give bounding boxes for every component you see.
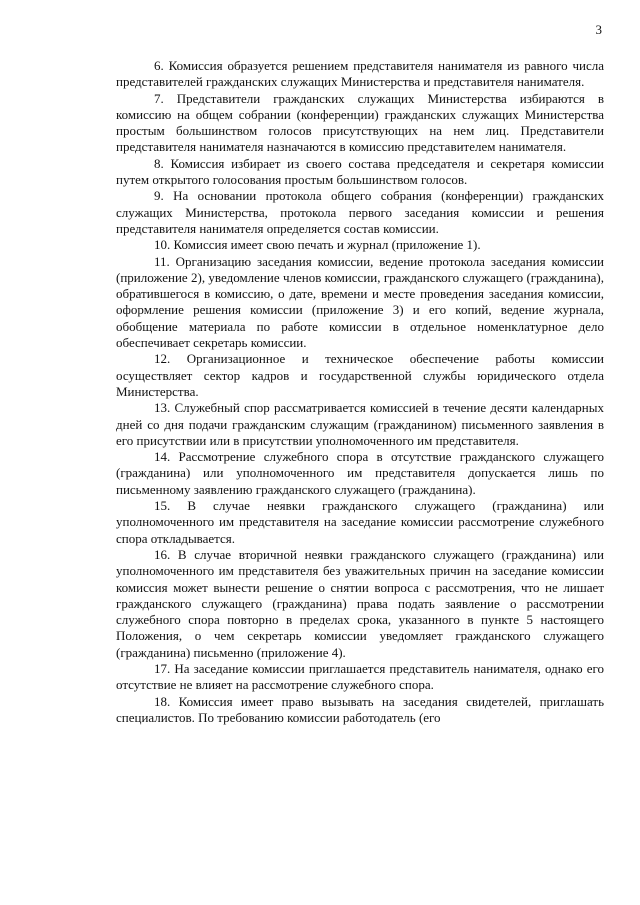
paragraph-16: 16. В случае вторичной неявки гражданского служащего (гражданина) или уполномоченного им представителя без уважительных причин на заседание комиссии комиссия может вынести решение о снятии вопроса с рассмотрения, что не лишает гражданского служащего (гражданина) права подать заявление о рассмотрении служебного спора повторно в пределах срока, указанного в пункте 5 настоящего Положения, о чем секретарь комиссии уведомляет гражданского служащего (гражданина) письменно (приложение 4).	[116, 546, 604, 660]
paragraph-9: 9. На основании протокола общего собрания (конференции) гражданских служащих Министерства, протокола первого заседания комиссии и решения представителя нанимателя определяется состав комиссии.	[116, 188, 604, 236]
paragraph-11: 11. Организацию заседания комиссии, ведение протокола заседания комиссии (приложение 2), уведомление членов комиссии, гражданского служащего (гражданина), обратившегося в комиссию, о дате, времени и месте проведения заседания комиссии, оформление решения комиссии (приложение 3) и его копий, ведение журнала, обобщение материала по работе комиссии в отдельное номенклатурное дело обеспечивает секретарь комиссии.	[116, 253, 604, 351]
paragraph-18: 18. Комиссия имеет право вызывать на заседания свидетелей, приглашать специалистов. По требованию комиссии работодатель (его	[116, 693, 604, 725]
paragraph-15: 15. В случае неявки гражданского служащего (гражданина) или уполномоченного им представителя на заседание комиссии рассмотрение служебного спора откладывается.	[116, 498, 604, 546]
paragraph-10: 10. Комиссия имеет свою печать и журнал (приложение 1).	[154, 237, 481, 253]
paragraph-13: 13. Служебный спор рассматривается комиссией в течение десяти календарных дней со дня подачи гражданским служащим (гражданином) письменного заявления в его присутствии или в присутствии уполномоченного им представителя.	[116, 400, 604, 448]
paragraph-7: 7. Представители гражданских служащих Министерства избираются в комиссию на общем собрании (конференции) гражданских служащих Министерства простым большинством голосов присутствующих на нем лиц. Представители представителя нанимателя назначаются в комиссию представителем нанимателя.	[116, 90, 604, 155]
paragraph-6: 6. Комиссия образуется решением представителя нанимателя из равного числа представителей гражданских служащих Министерства и представителя нанимателя.	[116, 58, 604, 90]
page-number: 3	[595, 22, 602, 37]
document-body	[116, 58, 604, 726]
paragraph-8: 8. Комиссия избирает из своего состава председателя и секретаря комиссии путем открытого голосования простым большинством голосов.	[116, 155, 604, 188]
paragraph-12: 12. Организационное и техническое обеспечение работы комиссии осуществляет сектор кадров и государственной службы юридического отдела Министерства.	[116, 351, 604, 399]
paragraph-14: 14. Рассмотрение служебного спора в отсутствие гражданского служащего (гражданина) или уполномоченного им представителя допускается лишь по письменному заявлению гражданского служащего (гражданина).	[116, 449, 604, 497]
paragraph-17: 17. На заседание комиссии приглашается представитель нанимателя, однако его отсутствие не влияет на рассмотрение служебного спора.	[116, 660, 604, 693]
